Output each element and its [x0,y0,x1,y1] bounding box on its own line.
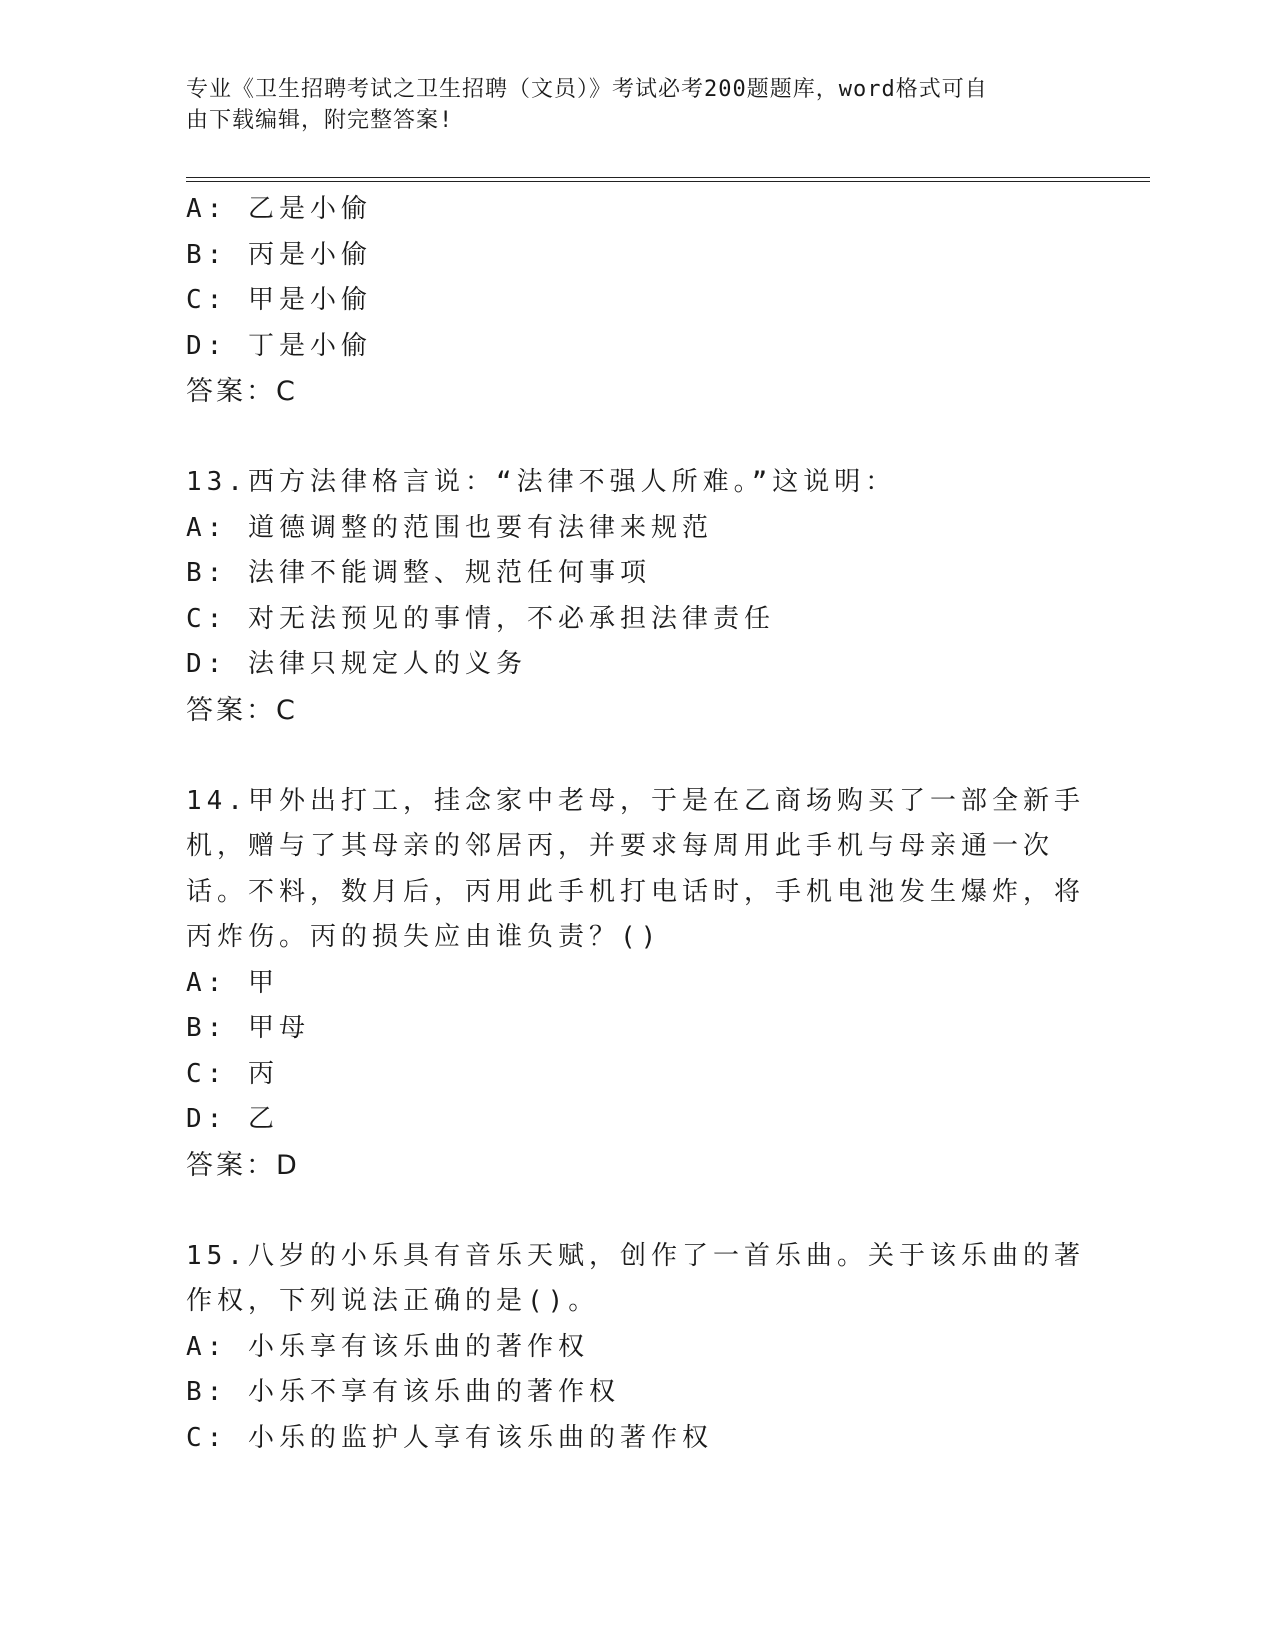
question-stem: 13.西方法律格言说：“法律不强人所难。”这说明： [186,467,897,497]
header-rule-bottom [186,181,1150,182]
option-d: D: 乙 [186,1104,279,1134]
question-block [186,779,1086,1189]
answer-line: 答案：C [186,694,298,726]
option-a: A: 甲 [186,967,279,998]
spacer [186,1188,1086,1234]
question-stem: 15.八岁的小乐具有音乐天赋，创作了一首乐曲。关于该乐曲的著作权，下列说法正确的是()。 [186,1240,1085,1316]
option-b: B: 法律不能调整、规范任何事项 [186,558,651,588]
question-list [186,187,1086,1461]
option-c: C: 小乐的监护人享有该乐曲的著作权 [186,1422,713,1453]
option-a: A: 小乐享有该乐曲的著作权 [186,1331,589,1362]
option-b: B: 甲母 [186,1013,310,1043]
answer-line: 答案：C [186,376,298,407]
spacer [186,415,1086,461]
option-b: B: 丙是小偷 [186,239,372,270]
option-d: D: 丁是小偷 [186,330,372,361]
spacer [186,733,1086,779]
answer-line: 答案：D [186,1149,300,1181]
question-block [186,460,1086,733]
option-c: C: 对无法预见的事情，不必承担法律责任 [186,603,775,634]
header-title-line-1: 专业《卫生招聘考试之卫生招聘（文员）》考试必考200题题库，word格式可自 [186,77,988,102]
question-block [186,1234,1086,1462]
question-stem: 14.甲外出打工，挂念家中老母，于是在乙商场购买了一部全新手机，赠与了其母亲的邻居丙，并要求每周用此手机与母亲通一次话。不料，数月后，丙用此手机打电话时，手机电池发生爆炸，将丙炸伤。丙的损失应由谁负责？() [186,785,1086,952]
option-b: B: 小乐不享有该乐曲的著作权 [186,1377,620,1407]
option-c: C: 丙 [186,1058,279,1089]
option-d: D: 法律只规定人的义务 [186,649,527,679]
header-rule-top [186,177,1150,178]
option-a: A: 乙是小偷 [186,194,372,224]
option-c: C: 甲是小偷 [186,285,372,315]
option-a: A: 道德调整的范围也要有法律来规范 [186,512,713,543]
question-block [186,187,1086,415]
header-title-line-2: 由下载编辑，附完整答案! [186,108,454,133]
document-header [186,74,1066,136]
